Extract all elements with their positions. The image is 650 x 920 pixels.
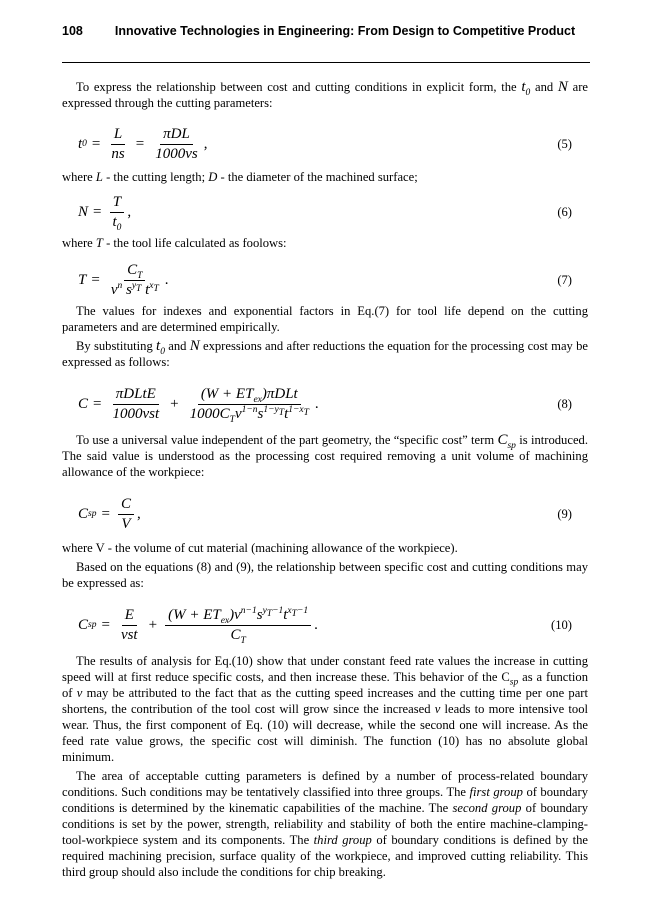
- equation-10-number: (10): [551, 618, 572, 632]
- running-header: [62, 24, 588, 54]
- equation-5-number: (5): [557, 137, 572, 151]
- equation-9-number: (9): [557, 507, 572, 521]
- equation-7: T = $\frac{C_T}{v^n s^{y_T} t^{x_T}}$ . (7): [78, 261, 572, 298]
- where-eq6: where T - the tool life calculated as foolows:: [62, 236, 287, 250]
- equation-6: N = $\frac{T}{t_0}$ , (6): [78, 193, 572, 233]
- equation-5: t 0 = $\frac{L}{ns}$ = $\frac{\text{πDL}}{1000vs}$ , (5): [78, 125, 572, 162]
- paragraph-results: The results of analysis for Eq.(10) show that under constant feed rate values the increase in cutting speed will at first reduce specific costs, and then increase these. This behavior of the $C_{sp}$ as a function of v may be attributed to the fact that as the cutting speed increases and the cutting time per one part shortens, the contribution of the tool cost will grow since the increased v leads to more intensive tool wear. Thus, the first component of Eq. (10) will decrease, while the second one will increase. As the feed rate value grows, the specific cost will diminish. The function (10) has no absolute global minimum.: [62, 654, 589, 764]
- equation-8-number: (8): [557, 397, 572, 411]
- where-eq9: where V - the volume of cut material (machining allowance of the workpiece).: [62, 541, 458, 555]
- paragraph-boundary-conditions: The area of acceptable cutting parameters is defined by a number of process-related boundary conditions. Such conditions may be tentatively classified into three groups. The first group of boundary conditions is determined by the kinematic capabilities of the machine. The second group of boundary conditions is set by the power, strength, reliability and stability of both the entire machine-clamping-tool-workpiece system and its components. The third group of boundary conditions is defined by the required machining precision, surface quality of the workpiece, and improved cutting reliability. This third group should also include the conditions for chip breaking.: [62, 769, 589, 879]
- paragraph-specific-cost: To use a universal value independent of the part geometry, the “specific cost” term $C_{sp}$ is introduced. The said value is understood as the processing cost required removing a unit volume of machining allowance of the workpiece:: [62, 432, 588, 479]
- equation-6-number: (6): [557, 205, 572, 219]
- equation-8: C = $\frac{\text{πDLtE}}{\text{1000vst}}$ + $\frac{(W + ET_{ex})\pi DLt}{1000C_Tv^{1-n}s^{1-y_T}t^{1-x_T}}$ . (8): [78, 385, 572, 425]
- equation-7-number: (7): [557, 273, 572, 287]
- equation-10: C sp = $\frac{E}{\text{vst}}$ + $\frac{(W + ET_{ex})v^{n-1}s^{y_T-1}t^{x_T-1}}{C_T}$ . (10): [78, 605, 572, 646]
- equation-9: C sp = $\frac{C}{V}$ , (9): [78, 495, 572, 532]
- intro-paragraph: To express the relationship between cost and cutting conditions in explicit form, the $t_0$ and N are expressed through the cutting parameters:: [62, 79, 589, 110]
- book-title: Innovative Technologies in Engineering: From Design to Competitive Product: [114, 24, 576, 38]
- paragraph-exponents: The values for indexes and exponential factors in Eq.(7) for tool life depend on the cutting parameters and are determined empirically.: [62, 304, 588, 334]
- page-body: [62, 79, 588, 880]
- paragraph-based-on: Based on the equations (8) and (9), the relationship between specific cost and cutting conditions may be expressed as:: [62, 560, 588, 590]
- where-eq5: where L - the cutting length; D - the diameter of the machined surface;: [62, 170, 418, 184]
- paragraph-substituting: By substituting $t_0$ and N expressions and after reductions the equation for the processing cost may be expressed as follows:: [62, 338, 588, 369]
- page-number: 108: [62, 24, 83, 38]
- header-rule: [62, 62, 590, 63]
